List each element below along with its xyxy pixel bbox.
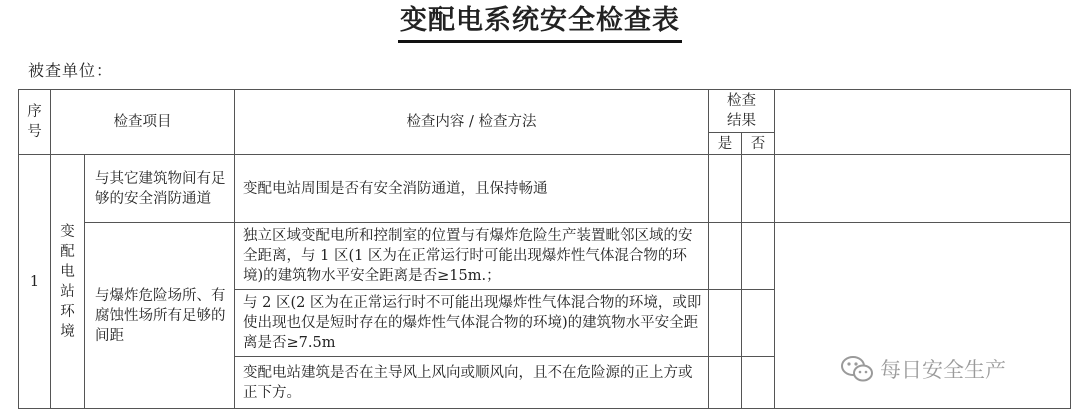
table-row <box>19 223 1071 290</box>
remark-cell[interactable] <box>775 155 1071 223</box>
row-no: 1 <box>19 155 51 409</box>
header-no-result: 否 <box>742 133 775 155</box>
header-no: 序号 <box>19 90 51 155</box>
result-yes-cell[interactable] <box>709 290 742 357</box>
item-content: 与 2 区(2 区为在正常运行时不可能出现爆炸性气体混合物的环境，或即使出现也仅是短时存在的爆炸性气体混合物的环境)的建筑物水平安全距离是否≥7.5m <box>235 290 709 357</box>
watermark <box>840 354 1006 384</box>
row-category: 变配电站环境 <box>51 155 85 409</box>
item-content: 变配电站建筑是否在主导风上风向或顺风向，且不在危险源的正上方或正下方。 <box>235 357 709 409</box>
header-item: 检查项目 <box>51 90 235 155</box>
wechat-icon <box>840 354 874 384</box>
result-yes-cell[interactable] <box>709 357 742 409</box>
result-no-cell[interactable] <box>742 290 775 357</box>
item-content: 变配电站周围是否有安全消防通道，且保持畅通 <box>235 155 709 223</box>
watermark-text: 每日安全生产 <box>880 358 1006 382</box>
result-no-cell[interactable] <box>742 223 775 290</box>
inspected-unit-label: 被查单位： <box>28 61 114 80</box>
item-label: 与其它建筑物间有足够的安全消防通道 <box>85 155 235 223</box>
header-content: 检查内容 / 检查方法 <box>235 90 709 155</box>
header-yes: 是 <box>709 133 742 155</box>
table-row <box>19 155 1071 223</box>
item-content: 独立区域变配电所和控制室的位置与有爆炸危险生产装置毗邻区域的安全距离，与 1 区(1 区为在正常运行时可能出现爆炸性气体混合物的环境)的建筑物水平安全距离是否≥15m.； <box>235 223 709 290</box>
header-result: 检查结果 <box>709 90 775 133</box>
result-no-cell[interactable] <box>742 357 775 409</box>
result-yes-cell[interactable] <box>709 155 742 223</box>
item-label: 与爆炸危险场所、有腐蚀性场所有足够的间距 <box>85 223 235 409</box>
header-row <box>19 90 1071 133</box>
result-no-cell[interactable] <box>742 155 775 223</box>
result-yes-cell[interactable] <box>709 223 742 290</box>
page-title: 变配电系统安全检查表 <box>0 4 1080 43</box>
header-remark-blank <box>775 90 1071 155</box>
